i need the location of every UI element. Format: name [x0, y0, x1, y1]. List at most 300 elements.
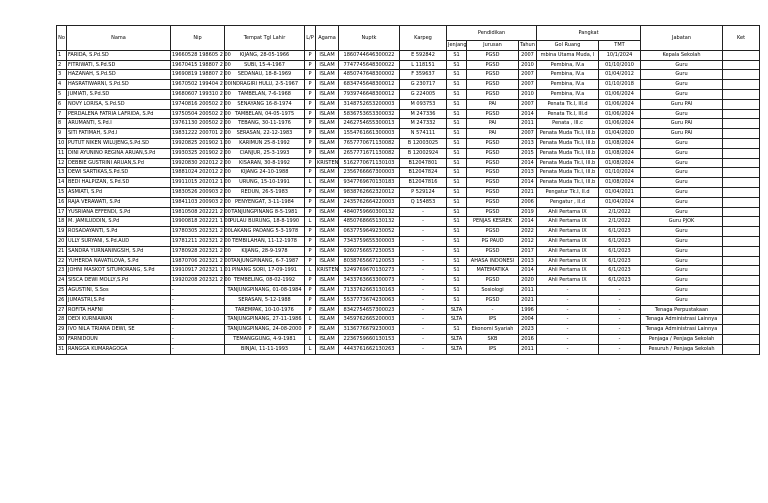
cell-jabatan: Guru [641, 246, 723, 256]
cell-ttl: SENAYANG 16-8-1974 [225, 99, 305, 109]
cell-jurusan: AHASA INDONESI [467, 256, 519, 266]
cell-jurusan: PGSD [467, 295, 519, 305]
cell-tahun: 2021 [519, 295, 537, 305]
cell-nama: YUHERDA NAVATILOVA, S.Pd [67, 256, 171, 266]
cell-jenjang: S1 [447, 148, 467, 158]
cell-tmt: 01/06/2024 [599, 89, 641, 99]
cell-no: 4 [57, 80, 67, 90]
cell-nuptk: 4443761662130263 [339, 344, 400, 354]
cell-tahun: 1996 [519, 305, 537, 315]
cell-jenjang: S1 [447, 178, 467, 188]
cell-jurusan: - [467, 305, 519, 315]
cell-jenjang: S1 [447, 285, 467, 295]
cell-tmt: - [599, 315, 641, 325]
cell-karpeg: G 224005 [400, 89, 447, 99]
cell-nip: - [171, 325, 225, 335]
cell-jenjang: S1 [447, 207, 467, 217]
cell-ttl: TANJUNGPINANG, 01-08-1984 [225, 285, 305, 295]
cell-nuptk: 4850768665130132 [339, 217, 400, 227]
cell-ket [723, 89, 760, 99]
cell-nip: 19780305 202321 2 00 [171, 227, 225, 237]
cell-no: 1 [57, 50, 67, 60]
cell-lp: P [305, 138, 316, 148]
cell-jurusan: PENJAS KESREK [467, 217, 519, 227]
cell-jenjang: S1 [447, 276, 467, 286]
cell-tmt: 01/04/2012 [599, 70, 641, 80]
cell-jenjang: S1 [447, 227, 467, 237]
cell-ket [723, 168, 760, 178]
header-gol-ruang: Gol Ruang [537, 41, 599, 51]
cell-nuptk: 7939746648300012 [339, 89, 400, 99]
cell-lp: P [305, 168, 316, 178]
cell-agama: ISLAM [316, 285, 339, 295]
cell-gol-ruang: Pengatur , II.d [537, 197, 599, 207]
cell-ket [723, 207, 760, 217]
cell-gol-ruang: Ahli Pertama IX [537, 266, 599, 276]
cell-nama: ULLY SURYANI, S.Pd.AUD [67, 236, 171, 246]
table-row [57, 109, 760, 119]
cell-karpeg: B12047801 [400, 158, 447, 168]
cell-tahun: 2016 [519, 334, 537, 344]
cell-tahun: 2010 [519, 89, 537, 99]
cell-ket [723, 325, 760, 335]
cell-lp: P [305, 158, 316, 168]
table-row [57, 60, 760, 70]
header-nip: Nip [171, 26, 225, 51]
cell-jabatan: Guru [641, 295, 723, 305]
cell-ttl: KIJANG, 28-05-1966 [225, 50, 305, 60]
cell-jurusan: PGSD [467, 50, 519, 60]
cell-lp: P [305, 119, 316, 129]
cell-tahun: 2023 [519, 325, 537, 335]
cell-lp: P [305, 325, 316, 335]
cell-ket [723, 129, 760, 139]
cell-nama: RAJA VERAWATI, S.Pd [67, 197, 171, 207]
cell-tahun: 2007 [519, 129, 537, 139]
cell-no: 5 [57, 89, 67, 99]
cell-jenjang: S1 [447, 119, 467, 129]
cell-ttl: TEMANGGUNG, 4-9-1981 [225, 334, 305, 344]
cell-karpeg: - [400, 207, 447, 217]
cell-karpeg: G 230717 [400, 80, 447, 90]
cell-nama: DEWI SARTIKAS,S.Pd.SD [67, 168, 171, 178]
cell-agama: ISLAM [316, 80, 339, 90]
table-row [57, 207, 760, 217]
cell-ttl: KARIMUN 25-8-1992 [225, 138, 305, 148]
cell-jurusan: Sosiologi [467, 285, 519, 295]
cell-agama: ISLAM [316, 99, 339, 109]
cell-ttl: TAMBELAN, 7-6-1968 [225, 89, 305, 99]
table-row [57, 187, 760, 197]
cell-jurusan: PGSD [467, 246, 519, 256]
cell-no: 25 [57, 285, 67, 295]
header-ttl: Tempat Tgl Lahir [225, 26, 305, 51]
cell-no: 2 [57, 60, 67, 70]
cell-lp: P [305, 50, 316, 60]
cell-gol-ruang: Pembina, IV.a [537, 70, 599, 80]
cell-jurusan: MATEMATIKA [467, 266, 519, 276]
cell-agama: ISLAM [316, 207, 339, 217]
cell-ttl: CIANJUR, 25-3-1993 [225, 148, 305, 158]
cell-nuptk: 3249769670130273 [339, 266, 400, 276]
cell-tahun: 2013 [519, 168, 537, 178]
cell-nama: PUTUT NIKEN WILUJENG,S.Pd.SD [67, 138, 171, 148]
cell-tahun: 2007 [519, 80, 537, 90]
cell-gol-ruang: - [537, 285, 599, 295]
cell-ket [723, 70, 760, 80]
table-row [57, 276, 760, 286]
cell-jurusan: PGSD [467, 276, 519, 286]
cell-nuptk: 2657771671130082 [339, 148, 400, 158]
table-row [57, 236, 760, 246]
cell-ket [723, 315, 760, 325]
cell-tmt: 01/08/2024 [599, 148, 641, 158]
cell-agama: ISLAM [316, 148, 339, 158]
cell-jurusan: PGSD [467, 89, 519, 99]
cell-nuptk: 8342754657300023 [339, 305, 400, 315]
cell-nama: ROSADAYANTI, S.Pd [67, 227, 171, 237]
cell-jabatan: Tenaga Administrasi Lainnya [641, 325, 723, 335]
header-jabatan: Jabatan [641, 26, 723, 51]
cell-gol-ruang: - [537, 305, 599, 315]
cell-karpeg: Q 154853 [400, 197, 447, 207]
cell-jabatan: Guru [641, 89, 723, 99]
cell-karpeg: M 247332 [400, 119, 447, 129]
cell-nuptk: 9260756657230053 [339, 246, 400, 256]
cell-jabatan: Guru [641, 276, 723, 286]
cell-lp: P [305, 295, 316, 305]
cell-ttl: TAMBELAN, 04-05-1975 [225, 109, 305, 119]
cell-nip: - [171, 315, 225, 325]
cell-tmt: - [599, 295, 641, 305]
cell-nip: 19670502 199404 2 00 [171, 80, 225, 90]
cell-tmt: 6/1/2023 [599, 236, 641, 246]
cell-ttl: PENYENGAT, 3-11-1984 [225, 197, 305, 207]
cell-nip: 19910917 202321 1 01 [171, 266, 225, 276]
table-row [57, 315, 760, 325]
cell-tmt: 6/1/2023 [599, 246, 641, 256]
cell-gol-ruang: Pembina, IV.a [537, 60, 599, 70]
cell-karpeg: L 118151 [400, 60, 447, 70]
cell-tahun: 2014 [519, 266, 537, 276]
header-tahun: Tahun [519, 41, 537, 51]
cell-gol-ruang: Penata Tk.I, III.d [537, 99, 599, 109]
cell-tmt: 01/08/2024 [599, 178, 641, 188]
cell-tahun: 2007 [519, 50, 537, 60]
cell-tmt: 6/1/2023 [599, 256, 641, 266]
cell-agama: ISLAM [316, 227, 339, 237]
cell-no: 10 [57, 138, 67, 148]
cell-karpeg: B12047824 [400, 168, 447, 178]
cell-gol-ruang: - [537, 344, 599, 354]
cell-nuptk: 3136776679230003 [339, 325, 400, 335]
staff-table [56, 25, 760, 355]
cell-nama: DEDI KURNIAWAN [67, 315, 171, 325]
cell-agama: ISLAM [316, 236, 339, 246]
cell-ket [723, 138, 760, 148]
cell-gol-ruang: Penata Muda Tk.I, III.b [537, 178, 599, 188]
table-row [57, 80, 760, 90]
cell-tahun: 2011 [519, 285, 537, 295]
cell-lp: P [305, 197, 316, 207]
header-pendidikan: Pendidikan [447, 26, 537, 41]
cell-jabatan: Guru [641, 158, 723, 168]
cell-tahun: 2013 [519, 256, 537, 266]
cell-ket [723, 295, 760, 305]
cell-no: 9 [57, 129, 67, 139]
cell-ttl: KISARAN, 30-8-1992 [225, 158, 305, 168]
cell-jurusan: SKB [467, 334, 519, 344]
cell-gol-ruang: Penata Tk.I, III.d [537, 109, 599, 119]
header-tmt: TMT [599, 41, 641, 51]
cell-agama: ISLAM [316, 187, 339, 197]
cell-jurusan: PAI [467, 129, 519, 139]
cell-karpeg: B12047816 [400, 178, 447, 188]
cell-tmt: - [599, 285, 641, 295]
cell-jabatan: Guru [641, 138, 723, 148]
cell-nama: DINI AYUNINO REGINA ARUAN,S.Pd [67, 148, 171, 158]
cell-nama: JUMASTRI,S.Pd [67, 295, 171, 305]
cell-gol-ruang: Penata Muda Tk.I, III.b [537, 138, 599, 148]
cell-karpeg: M 247336 [400, 109, 447, 119]
cell-jabatan: Guru PJOK [641, 217, 723, 227]
cell-agama: ISLAM [316, 325, 339, 335]
cell-lp: P [305, 285, 316, 295]
cell-lp: P [305, 276, 316, 286]
cell-karpeg: F 359637 [400, 70, 447, 80]
cell-nama: FARIDA, S.Pd.SD [67, 50, 171, 60]
cell-gol-ruang: Ahli Pertama IX [537, 217, 599, 227]
cell-jurusan: Ekonomi Syariah [467, 325, 519, 335]
cell-ttl: KIJANG, 28-9-1978 [225, 246, 305, 256]
cell-karpeg: - [400, 315, 447, 325]
cell-jabatan: Guru [641, 168, 723, 178]
table-row [57, 325, 760, 335]
cell-lp: L [305, 334, 316, 344]
cell-agama: ISLAM [316, 305, 339, 315]
table-row [57, 89, 760, 99]
cell-ket [723, 80, 760, 90]
cell-ket [723, 178, 760, 188]
cell-jenjang: S1 [447, 295, 467, 305]
cell-nama: ASMIATI, S.Pd [67, 187, 171, 197]
cell-nuptk: 2462754655300013 [339, 119, 400, 129]
cell-lp: P [305, 227, 316, 237]
cell-jabatan: Guru [641, 109, 723, 119]
cell-nuptk: 5537773674230063 [339, 295, 400, 305]
cell-jenjang: S1 [447, 217, 467, 227]
cell-tmt: - [599, 344, 641, 354]
cell-jurusan: PGSD [467, 168, 519, 178]
cell-ttl: SERASAN, 5-12-1988 [225, 295, 305, 305]
cell-jabatan: Kepala Sekolah [641, 50, 723, 60]
cell-tahun: 2015 [519, 148, 537, 158]
cell-ttl: URUNG, 15-10-1991 [225, 178, 305, 188]
cell-karpeg: - [400, 344, 447, 354]
cell-agama: ISLAM [316, 109, 339, 119]
table-row [57, 70, 760, 80]
cell-lp: L [305, 217, 316, 227]
cell-nama: SITI FATIMAH, S.Pd.I [67, 129, 171, 139]
cell-karpeg: N 574111 [400, 129, 447, 139]
cell-no: 27 [57, 305, 67, 315]
cell-tahun: 2011 [519, 119, 537, 129]
cell-tmt: 6/1/2023 [599, 227, 641, 237]
cell-agama: ISLAM [316, 178, 339, 188]
cell-tmt: 01/04/2020 [599, 129, 641, 139]
cell-gol-ruang: Ahli Pertama IX [537, 207, 599, 217]
cell-jenjang: S1 [447, 266, 467, 276]
cell-ttl: SERASAN, 22-12-1983 [225, 129, 305, 139]
cell-karpeg: - [400, 325, 447, 335]
cell-ket [723, 256, 760, 266]
cell-no: 7 [57, 109, 67, 119]
cell-nip: 19830526 200903 2 00 [171, 187, 225, 197]
cell-agama: ISLAM [316, 315, 339, 325]
cell-jabatan: Guru [641, 266, 723, 276]
table-row [57, 178, 760, 188]
cell-agama: ISLAM [316, 334, 339, 344]
cell-nama: FARNIDOUN [67, 334, 171, 344]
cell-jenjang: S1 [447, 138, 467, 148]
table-row [57, 168, 760, 178]
cell-ket [723, 305, 760, 315]
cell-nuptk: 3433763663300073 [339, 276, 400, 286]
cell-nama: BEDI HALPIZAN, S.Pd.SD [67, 178, 171, 188]
cell-karpeg: E 592842 [400, 50, 447, 60]
cell-jenjang: S1 [447, 187, 467, 197]
cell-tmt: 10/1/2024 [599, 50, 641, 60]
cell-tahun: 2014 [519, 109, 537, 119]
cell-nip: 19740816 200502 2 00 [171, 99, 225, 109]
cell-nama: JUMIATI, S.Pd.SD [67, 89, 171, 99]
cell-no: 19 [57, 227, 67, 237]
cell-lp: P [305, 207, 316, 217]
cell-tahun: 2010 [519, 60, 537, 70]
table-row [57, 266, 760, 276]
cell-ttl: TEMBELING, 08-02-1992 [225, 276, 305, 286]
cell-nama: M. JAMILUDDIN, S.Pd [67, 217, 171, 227]
cell-karpeg: - [400, 276, 447, 286]
cell-no: 20 [57, 236, 67, 246]
cell-gol-ruang: Ahli Pertama IX [537, 276, 599, 286]
cell-nuptk: 1860744646300022 [339, 50, 400, 60]
cell-jabatan: Penjaga / Penjaga Sekolah [641, 334, 723, 344]
cell-nama: ARUMANTI, S.Pd.I [67, 119, 171, 129]
cell-ket [723, 158, 760, 168]
cell-tahun: 2007 [519, 99, 537, 109]
cell-nip: 19920830 202012 2 00 [171, 158, 225, 168]
cell-lp: P [305, 99, 316, 109]
table-row [57, 197, 760, 207]
header-pangkat: Pangkat [537, 26, 641, 41]
cell-jabatan: Guru [641, 148, 723, 158]
cell-gol-ruang: Pengatur Tk.I, II.d [537, 187, 599, 197]
cell-lp: P [305, 148, 316, 158]
cell-jurusan: PAI [467, 119, 519, 129]
table-row [57, 138, 760, 148]
cell-agama: ISLAM [316, 89, 339, 99]
cell-nuptk: 5836753653300032 [339, 109, 400, 119]
cell-nama: SANDRA YURNANINGSIH, S.Pd [67, 246, 171, 256]
cell-lp: L [305, 315, 316, 325]
table-row [57, 246, 760, 256]
cell-gol-ruang: Penata , III.c [537, 119, 599, 129]
cell-lp: P [305, 129, 316, 139]
cell-nuptk: 6834745648300012 [339, 80, 400, 90]
cell-jabatan: Guru [641, 80, 723, 90]
cell-jurusan: PGSD [467, 207, 519, 217]
cell-no: 31 [57, 344, 67, 354]
cell-jurusan: PGSD [467, 70, 519, 80]
cell-no: 8 [57, 119, 67, 129]
cell-ttl: TAREMPAK, 10-10-1976 [225, 305, 305, 315]
cell-lp: L [305, 178, 316, 188]
cell-lp: P [305, 109, 316, 119]
cell-nama: ROFITA HAFNI [67, 305, 171, 315]
cell-nip: - [171, 295, 225, 305]
cell-jurusan: PG PAUD [467, 236, 519, 246]
cell-lp: P [305, 246, 316, 256]
cell-nama: PERDALENA FATRIA LAFRIDA, S.Pd [67, 109, 171, 119]
cell-nama: JOHNI MASKOT SITUMORANG, S.Pd [67, 266, 171, 276]
cell-no: 23 [57, 266, 67, 276]
header-agama: Agama [316, 26, 339, 51]
cell-gol-ruang: - [537, 325, 599, 335]
cell-nama: NOVY LORISA, S.Pd.SD [67, 99, 171, 109]
cell-ttl: TANJUNGPINANG, 24-08-2000 [225, 325, 305, 335]
cell-nuptk: 4840759660300132 [339, 207, 400, 217]
header-ket: Ket [723, 26, 760, 51]
cell-ket [723, 344, 760, 354]
cell-nip: - [171, 334, 225, 344]
cell-gol-ruang: Penata Muda Tk.I, III.b [537, 158, 599, 168]
cell-jenjang: S1 [447, 236, 467, 246]
cell-jabatan: Pesuruh / Penjaga Sekolah [641, 344, 723, 354]
cell-nip: 19841103 200903 2 00 [171, 197, 225, 207]
cell-nuptk: 2236759660130153 [339, 334, 400, 344]
cell-no: 11 [57, 148, 67, 158]
cell-lp: P [305, 187, 316, 197]
cell-jabatan: Guru [641, 256, 723, 266]
cell-nama: RANGGA KUMARAGOGA [67, 344, 171, 354]
cell-nip: 19810508 202221 2 00 [171, 207, 225, 217]
cell-tmt: 01/04/2021 [599, 187, 641, 197]
cell-karpeg: P 529124 [400, 187, 447, 197]
cell-jabatan: Guru [641, 207, 723, 217]
cell-karpeg: - [400, 285, 447, 295]
cell-nip: 19680607 199310 2 00 [171, 89, 225, 99]
cell-tahun: 2021 [519, 187, 537, 197]
cell-tmt: - [599, 334, 641, 344]
cell-lp: P [305, 236, 316, 246]
cell-no: 22 [57, 256, 67, 266]
cell-jenjang: S1 [447, 246, 467, 256]
cell-jabatan: Guru [641, 197, 723, 207]
cell-no: 6 [57, 99, 67, 109]
cell-jurusan: PGSD [467, 187, 519, 197]
cell-nip: 19750504 200502 2 00 [171, 109, 225, 119]
cell-agama: ISLAM [316, 50, 339, 60]
cell-jenjang: S1 [447, 70, 467, 80]
cell-jenjang: S1 [447, 168, 467, 178]
cell-tmt: 01/10/2018 [599, 80, 641, 90]
cell-lp: P [305, 256, 316, 266]
cell-ket [723, 334, 760, 344]
cell-ttl: TANJUNGPINANG, 6-7-1987 [225, 256, 305, 266]
cell-tmt: 01/10/2010 [599, 60, 641, 70]
cell-karpeg: - [400, 266, 447, 276]
